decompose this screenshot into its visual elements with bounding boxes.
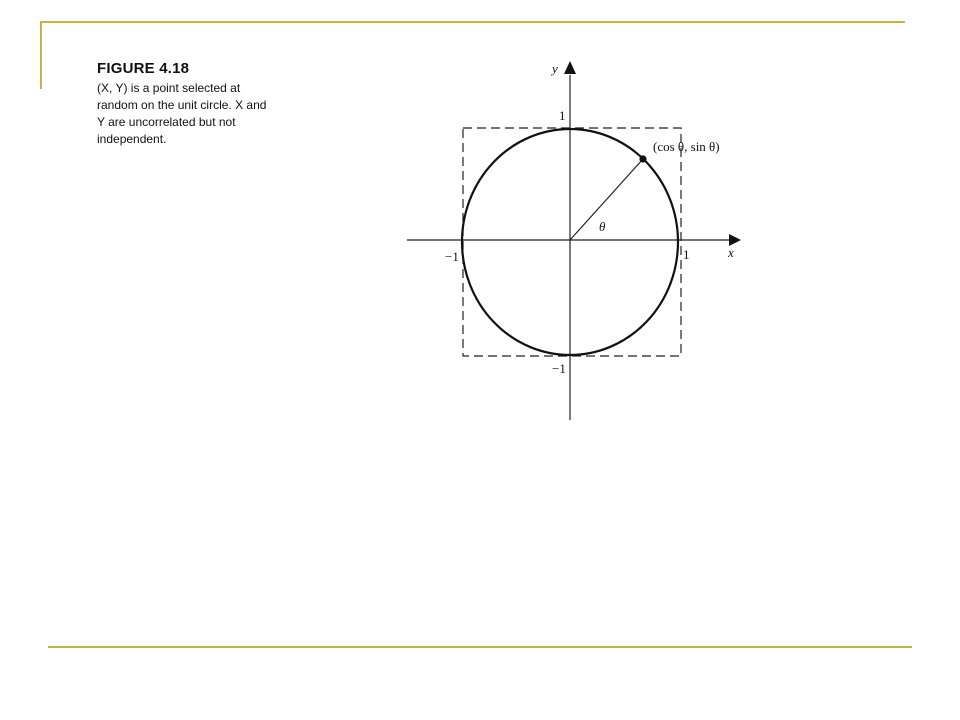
unit-circle-diagram (395, 55, 755, 425)
tick-x-neg: −1 (445, 249, 459, 264)
tick-y-neg: −1 (552, 361, 566, 376)
point-label: (cos θ, sin θ) (653, 139, 720, 154)
unit-circle-svg (395, 55, 755, 425)
bounding-square (463, 128, 681, 356)
y-axis-arrow (564, 61, 576, 74)
figure-caption (97, 60, 267, 148)
figure-caption-line-1: (X, Y) is a point selected at (97, 81, 241, 95)
angle-label: θ (599, 219, 606, 234)
figure-caption-line-2: random on the unit circle. X and (97, 98, 267, 112)
y-axis-label: y (552, 61, 558, 76)
figure-caption-title: FIGURE 4.18 (97, 60, 190, 77)
slide-top-rule (40, 21, 905, 23)
radius-line (570, 159, 643, 240)
figure-caption-line-3: Y are uncorrelated but not (97, 115, 236, 129)
x-axis-label: x (728, 245, 734, 260)
point-on-circle (639, 155, 646, 162)
tick-x-pos: 1 (683, 247, 690, 262)
slide-bottom-rule (48, 646, 912, 648)
figure-caption-line-4: independent. (97, 132, 167, 146)
slide-left-rule (40, 21, 42, 89)
tick-y-pos: 1 (559, 108, 566, 123)
